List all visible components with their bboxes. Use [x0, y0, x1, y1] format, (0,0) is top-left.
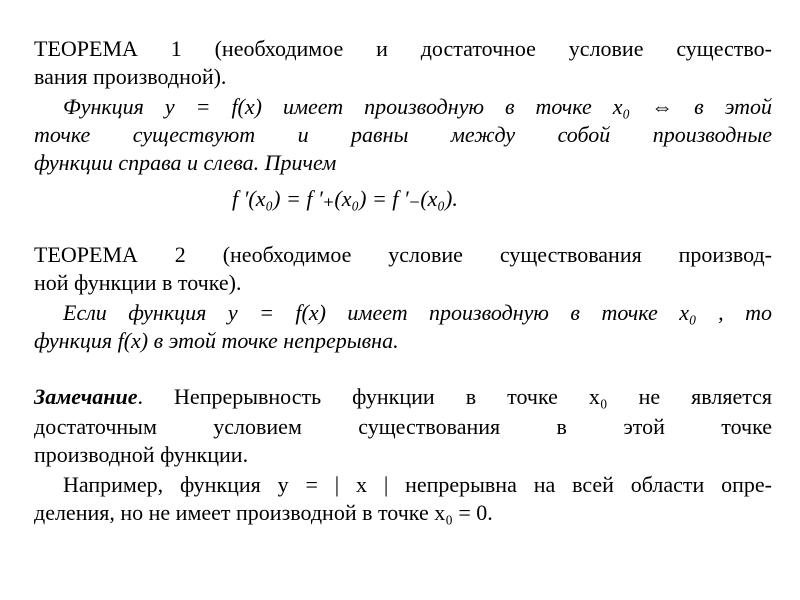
- theorem1-heading-line1: ТЕОРЕМА 1 (необходимое и достаточное условие существо-: [34, 36, 772, 61]
- theorem2-heading-line2: ной функции в точке).: [34, 270, 242, 295]
- remark-line1: [34, 384, 772, 410]
- theorem1-statement-line2: точке существуют и равны между собой производные: [34, 122, 772, 147]
- theorem1-statement-line1: Функция y = f(x) имеет производную в точке x₀ ⇔ в этой: [63, 94, 772, 119]
- theorem2-heading-line1: ТЕОРЕМА 2 (необходимое условие существования производ-: [34, 242, 772, 267]
- remark-line2: достаточным условием существования в этой точке: [34, 414, 772, 439]
- remark-line3: производной функции.: [34, 442, 249, 467]
- remark-example-line1: Например, функция y = | x | непрерывна на всей области опре-: [63, 472, 772, 497]
- theorem1-heading-line2: вания производной).: [34, 64, 227, 89]
- theorem2-statement-line1: Если функция y = f(x) имеет производную в точке x₀ , то: [63, 300, 772, 325]
- theorem1-statement-line3: функции справа и слева. Причем: [34, 150, 337, 175]
- theorem1-formula: f ′(x₀) = f ′₊(x₀) = f ′₋(x₀).: [232, 186, 458, 211]
- remark-title: Замечание: [34, 384, 138, 409]
- remark-line1-text: . Непрерывность функции в точке x₀ не является: [137, 384, 772, 409]
- theorem2-statement-line2: функция f(x) в этой точке непрерывна.: [34, 328, 399, 353]
- remark-example-line2: деления, но не имеет производной в точке x₀ = 0.: [34, 500, 493, 525]
